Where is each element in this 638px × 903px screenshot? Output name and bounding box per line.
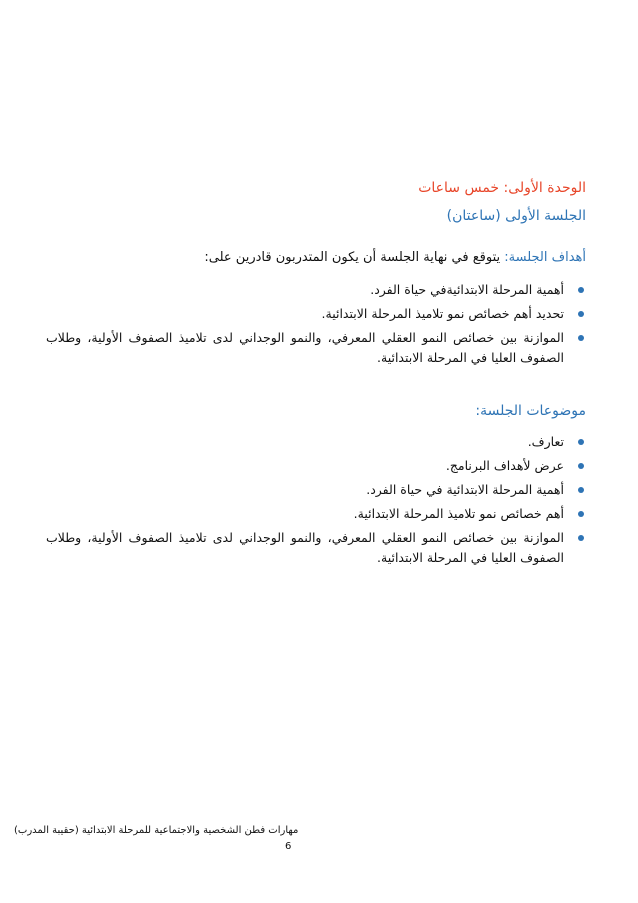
bullet-icon — [578, 439, 584, 445]
objectives-intro — [46, 250, 586, 265]
objectives-label: أهداف الجلسة: — [504, 250, 586, 265]
list-item — [46, 504, 586, 524]
topics-heading: موضوعات الجلسة: — [475, 403, 586, 419]
objectives-intro-text: يتوقع في نهاية الجلسة أن يكون المتدربون قادرين على: — [204, 250, 505, 265]
bullet-icon — [578, 535, 584, 541]
objective-text: الموازنة بين خصائص النمو العقلي المعرفي، والنمو الوجداني لدى تلاميذ الصفوف الأولية، وطلاب الصفوف العليا في المرحلة الابتدائية. — [46, 330, 564, 365]
unit-title: الوحدة الأولى: خمس ساعات — [418, 180, 586, 196]
objectives-list — [46, 280, 586, 372]
objective-text: أهمية المرحلة الابتدائيةفي حياة الفرد. — [370, 282, 564, 297]
bullet-icon — [578, 311, 584, 317]
list-item — [46, 528, 586, 568]
page-number: 6 — [285, 841, 292, 852]
bullet-icon — [578, 487, 584, 493]
bullet-icon — [578, 335, 584, 341]
list-item — [46, 432, 586, 452]
topic-text: عرض لأهداف البرنامج. — [445, 458, 564, 473]
bullet-icon — [578, 463, 584, 469]
topic-text: تعارف. — [527, 434, 564, 449]
list-item — [46, 328, 586, 368]
footer-title: مهارات فطن الشخصية والاجتماعية للمرحلة الابتدائية (حقيبة المدرب) — [14, 825, 299, 836]
list-item — [46, 480, 586, 500]
topics-list — [46, 432, 586, 572]
bullet-icon — [578, 287, 584, 293]
list-item — [46, 456, 586, 476]
objective-text: تحديد أهم خصائص نمو تلاميذ المرحلة الابتدائية. — [321, 306, 564, 321]
session-title: الجلسة الأولى (ساعتان) — [446, 208, 586, 224]
list-item — [46, 280, 586, 300]
bullet-icon — [578, 511, 584, 517]
list-item — [46, 304, 586, 324]
topic-text: الموازنة بين خصائص النمو العقلي المعرفي، والنمو الوجداني لدى تلاميذ الصفوف الأولية، وطلاب الصفوف العليا في المرحلة الابتدائية. — [46, 530, 564, 565]
topic-text: أهم خصائص نمو تلاميذ المرحلة الابتدائية. — [353, 506, 564, 521]
topic-text: أهمية المرحلة الابتدائية في حياة الفرد. — [366, 482, 564, 497]
